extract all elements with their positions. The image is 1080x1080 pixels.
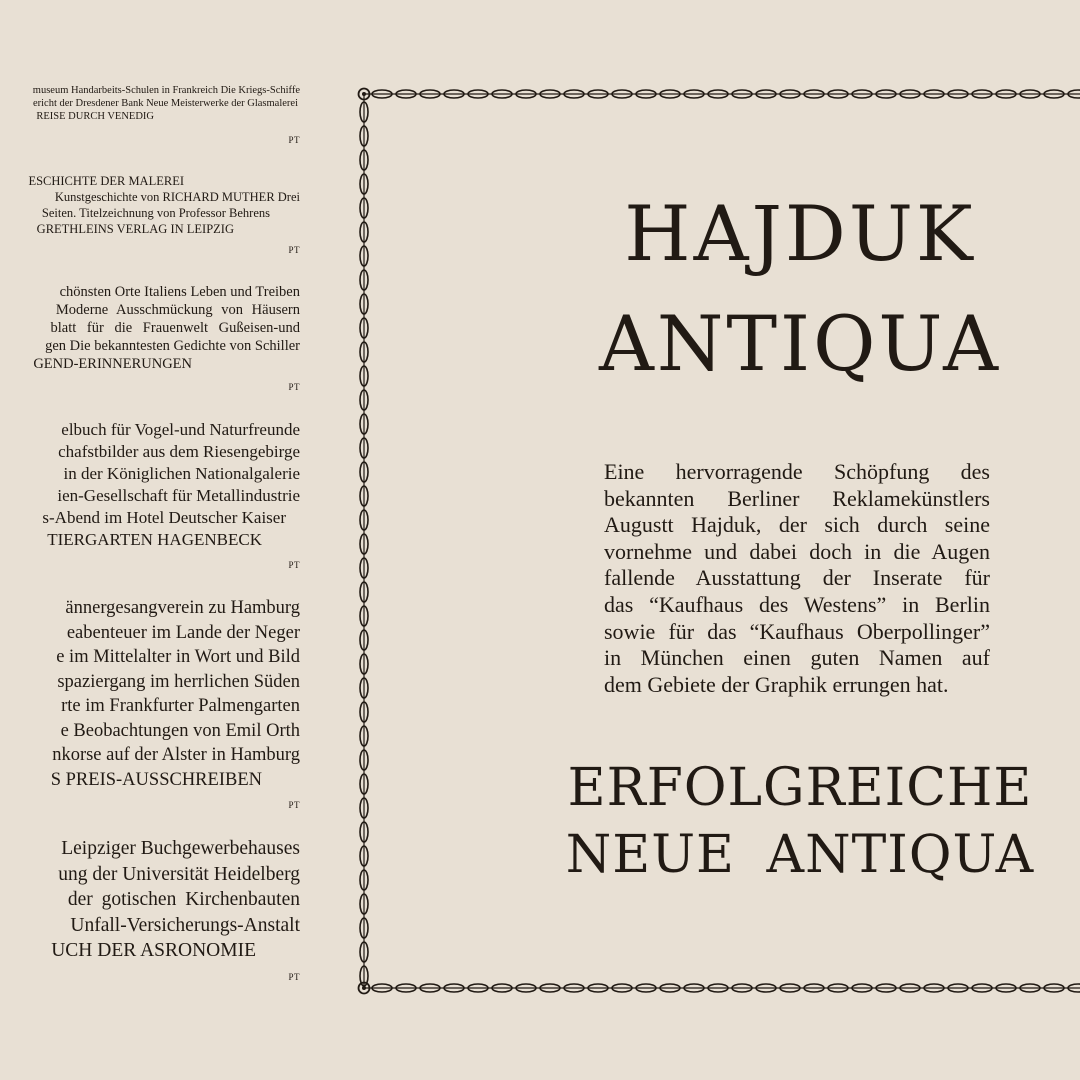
sample-line: elbuch für Vogel-und Naturfreunde bbox=[61, 420, 300, 439]
sample-line: blatt für die Frauenwelt Gußeisen-und bbox=[50, 320, 300, 336]
sample-line: Moderne Ausschmückung von Häusern bbox=[55, 302, 300, 318]
sample-line: TIERGARTEN HAGENBECK bbox=[47, 530, 262, 549]
sample-line: der gotischen Kirchenbauten bbox=[67, 889, 300, 910]
sample-line: ien-Gesellschaft für Metallindustrie bbox=[57, 486, 300, 505]
sample-line: REISE DURCH VENEDIG bbox=[36, 111, 154, 122]
description-line: sowie für das “Kaufhaus Oberpollinger” bbox=[604, 618, 990, 644]
sample-line: Kunstgeschichte von RICHARD MUTHER Drei bbox=[54, 190, 300, 204]
sample-line: rte im Frankfurter Palmengarten bbox=[61, 696, 300, 716]
sample-line: UCH DER ASRONOMIE bbox=[51, 940, 256, 961]
sample-line: Unfall-Versicherungs-Anstalt bbox=[70, 914, 300, 936]
description-line: vornehme und dabei doch in die Augen bbox=[604, 538, 990, 564]
font-name-line-2: ANTIQUA bbox=[598, 299, 1001, 388]
sample-line: GRETHLEINS VERLAG IN LEIPZIG bbox=[36, 222, 234, 236]
description-line: das “Kaufhaus des Westens” in Berlin bbox=[604, 591, 990, 617]
sample-line: nkorse auf der Alster in Hamburg bbox=[52, 745, 300, 765]
point-size-mark: PT bbox=[288, 382, 300, 392]
sample-line: Leipziger Buchgewerbehauses bbox=[61, 838, 300, 859]
sample-block bbox=[0, 836, 300, 982]
description-line: fallende Ausstattung der Inserate für bbox=[604, 565, 990, 591]
sample-line: museum Handarbeits-Schulen in Frankreich Die Kriegs-Schiffe bbox=[32, 85, 300, 96]
sample-line: chönsten Orte Italiens Leben und Treiben bbox=[59, 284, 300, 300]
sample-line: ännergesangverein zu Hamburg bbox=[65, 598, 300, 618]
description-line: bekannten Berliner Reklamekünstlers bbox=[604, 485, 990, 511]
point-size-mark: PT bbox=[288, 245, 300, 255]
sample-line: gen Die bekanntesten Gedichte von Schiller bbox=[45, 338, 300, 354]
description-line: Augustt Hajduk, der sich durch seine bbox=[604, 512, 990, 538]
sample-block bbox=[0, 419, 300, 570]
point-size-mark: PT bbox=[288, 800, 300, 810]
sample-line: chafstbilder aus dem Riesengebirge bbox=[58, 442, 300, 461]
sample-block bbox=[0, 596, 300, 810]
sample-line: ESCHICHTE DER MALEREI bbox=[28, 174, 184, 188]
sample-line: s-Abend im Hotel Deutscher Kaiser bbox=[42, 508, 286, 527]
sample-line: ung der Universität Heidelberg bbox=[58, 863, 300, 885]
description-line: Eine hervorragende Schöpfung des bbox=[604, 459, 990, 484]
text-sample-column bbox=[0, 84, 300, 982]
tagline-line-1: ERFOLGREICHE bbox=[567, 758, 1033, 818]
sample-block bbox=[0, 173, 300, 255]
sample-line: ericht der Dresdener Bank Neue Meisterwerke der Glasmalerei bbox=[32, 98, 298, 109]
point-size-mark: PT bbox=[288, 135, 300, 145]
sample-line: Seiten. Titelzeichnung von Professor Behrens bbox=[41, 206, 270, 220]
sample-line: S PREIS-AUSSCHREIBEN bbox=[50, 769, 262, 790]
sample-line: eabenteuer im Lande der Neger bbox=[66, 622, 300, 643]
sample-line: e Beobachtungen von Emil Orth bbox=[60, 720, 300, 741]
description-line: in München einen guten Namen auf bbox=[604, 645, 990, 671]
point-size-mark: PT bbox=[288, 971, 300, 982]
sample-line: GEND-ERINNERUNGEN bbox=[33, 356, 192, 372]
description-line: dem Gebiete der Graphik errungen hat. bbox=[604, 671, 949, 697]
font-name-line-1: HAJDUK bbox=[624, 189, 976, 278]
sample-block bbox=[0, 84, 300, 145]
sample-line: spaziergang im herrlichen Süden bbox=[57, 671, 300, 692]
tagline-line-2: NEUE ANTIQUA bbox=[565, 825, 1035, 885]
sample-block bbox=[0, 283, 300, 392]
sample-line: in der Königlichen Nationalgalerie bbox=[63, 464, 300, 483]
description-paragraph bbox=[604, 459, 990, 698]
point-size-mark: PT bbox=[288, 560, 300, 570]
sample-line: e im Mittelalter in Wort und Bild bbox=[56, 647, 300, 667]
